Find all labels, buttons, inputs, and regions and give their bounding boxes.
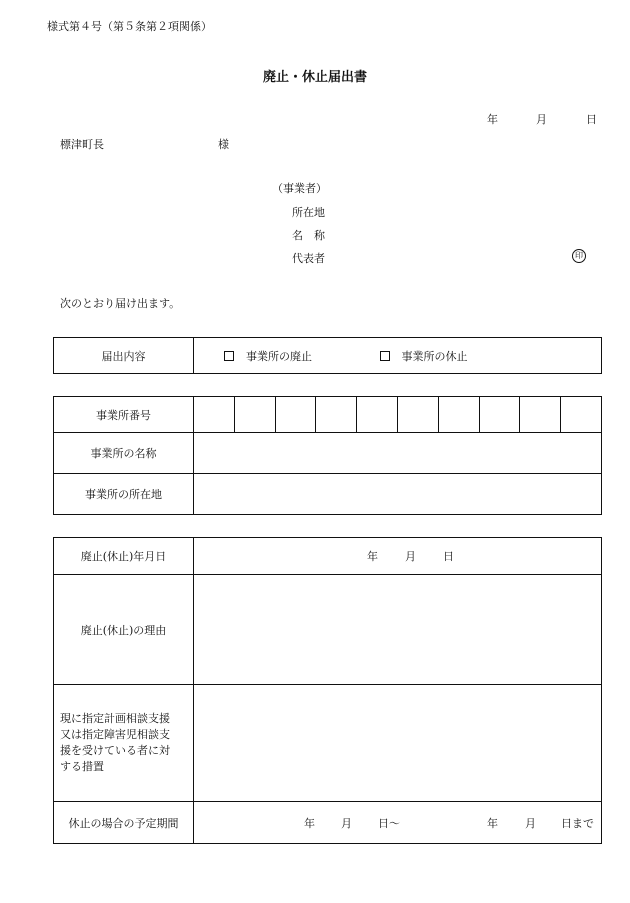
office-number-digit-cell[interactable] bbox=[397, 397, 438, 433]
measures-label-line: 援を受けている者に対 bbox=[60, 744, 170, 757]
option-abolition[interactable] bbox=[224, 348, 312, 364]
office-number-digit-cell[interactable] bbox=[520, 397, 561, 433]
notification-table bbox=[53, 337, 602, 374]
office-number-label: 事業所番号 bbox=[54, 397, 194, 433]
office-number-digit-cell[interactable] bbox=[275, 397, 316, 433]
office-number-digit-cell[interactable] bbox=[194, 397, 235, 433]
applicant-heading: （事業者） bbox=[272, 182, 327, 195]
measures-label-line: 又は指定障害児相談支 bbox=[60, 728, 170, 741]
office-address-label: 事業所の所在地 bbox=[54, 474, 194, 515]
period-field[interactable] bbox=[194, 802, 602, 844]
date-day-label: 日 bbox=[586, 113, 597, 126]
option-suspension-label: 事業所の休止 bbox=[401, 349, 468, 363]
date-year-label: 年 bbox=[487, 113, 498, 126]
office-name-field[interactable] bbox=[194, 433, 602, 474]
abolition-date-year: 年 bbox=[367, 550, 378, 563]
details-table bbox=[53, 537, 602, 844]
reason-field[interactable] bbox=[194, 575, 602, 685]
measures-field[interactable] bbox=[194, 685, 602, 802]
intro-text: 次のとおり届け出ます。 bbox=[60, 297, 181, 310]
measures-label bbox=[54, 685, 194, 802]
applicant-representative-label: 代表者 bbox=[292, 252, 325, 265]
checkbox-icon[interactable] bbox=[380, 351, 390, 361]
office-number-digit-cell[interactable] bbox=[234, 397, 275, 433]
abolition-date-month: 月 bbox=[405, 550, 416, 563]
measures-label-line: 現に指定計画相談支援 bbox=[60, 712, 170, 725]
period-end-year: 年 bbox=[487, 816, 498, 830]
office-address-field[interactable] bbox=[194, 474, 602, 515]
option-abolition-label: 事業所の廃止 bbox=[246, 349, 312, 363]
abolition-date-day: 日 bbox=[443, 550, 454, 563]
reason-label: 廃止(休止)の理由 bbox=[54, 575, 194, 685]
period-end-month: 月 bbox=[525, 816, 536, 830]
period-start-day: 日～ bbox=[378, 816, 400, 830]
applicant-name-label: 名 称 bbox=[292, 229, 325, 242]
office-number-digit-cell[interactable] bbox=[357, 397, 398, 433]
period-end-day: 日まで bbox=[561, 816, 594, 830]
date-month-label: 月 bbox=[536, 113, 547, 126]
office-table bbox=[53, 396, 602, 515]
period-start-month: 月 bbox=[341, 816, 352, 830]
period-start-year: 年 bbox=[304, 816, 315, 830]
abolition-date-label: 廃止(休止)年月日 bbox=[54, 538, 194, 575]
addressee-honorific: 様 bbox=[218, 138, 229, 151]
addressee-mayor: 標津町長 bbox=[60, 138, 104, 151]
option-suspension[interactable] bbox=[380, 348, 468, 364]
office-name-label: 事業所の名称 bbox=[54, 433, 194, 474]
document-title: 廃止・休止届出書 bbox=[262, 70, 367, 85]
measures-label-line: する措置 bbox=[60, 760, 104, 773]
office-number-digit-cell[interactable] bbox=[479, 397, 520, 433]
abolition-date-field[interactable] bbox=[194, 538, 602, 575]
seal-mark-icon: 印 bbox=[572, 249, 586, 263]
office-number-digit-cell[interactable] bbox=[438, 397, 479, 433]
office-number-digit-cell[interactable] bbox=[316, 397, 357, 433]
applicant-address-label: 所在地 bbox=[292, 206, 325, 219]
period-label: 休止の場合の予定期間 bbox=[54, 802, 194, 844]
notification-label: 届出内容 bbox=[54, 338, 194, 374]
notification-options bbox=[194, 338, 602, 374]
form-number: 様式第４号（第５条第２項関係） bbox=[47, 20, 212, 33]
office-number-digit-cell[interactable] bbox=[561, 397, 602, 433]
checkbox-icon[interactable] bbox=[224, 351, 234, 361]
